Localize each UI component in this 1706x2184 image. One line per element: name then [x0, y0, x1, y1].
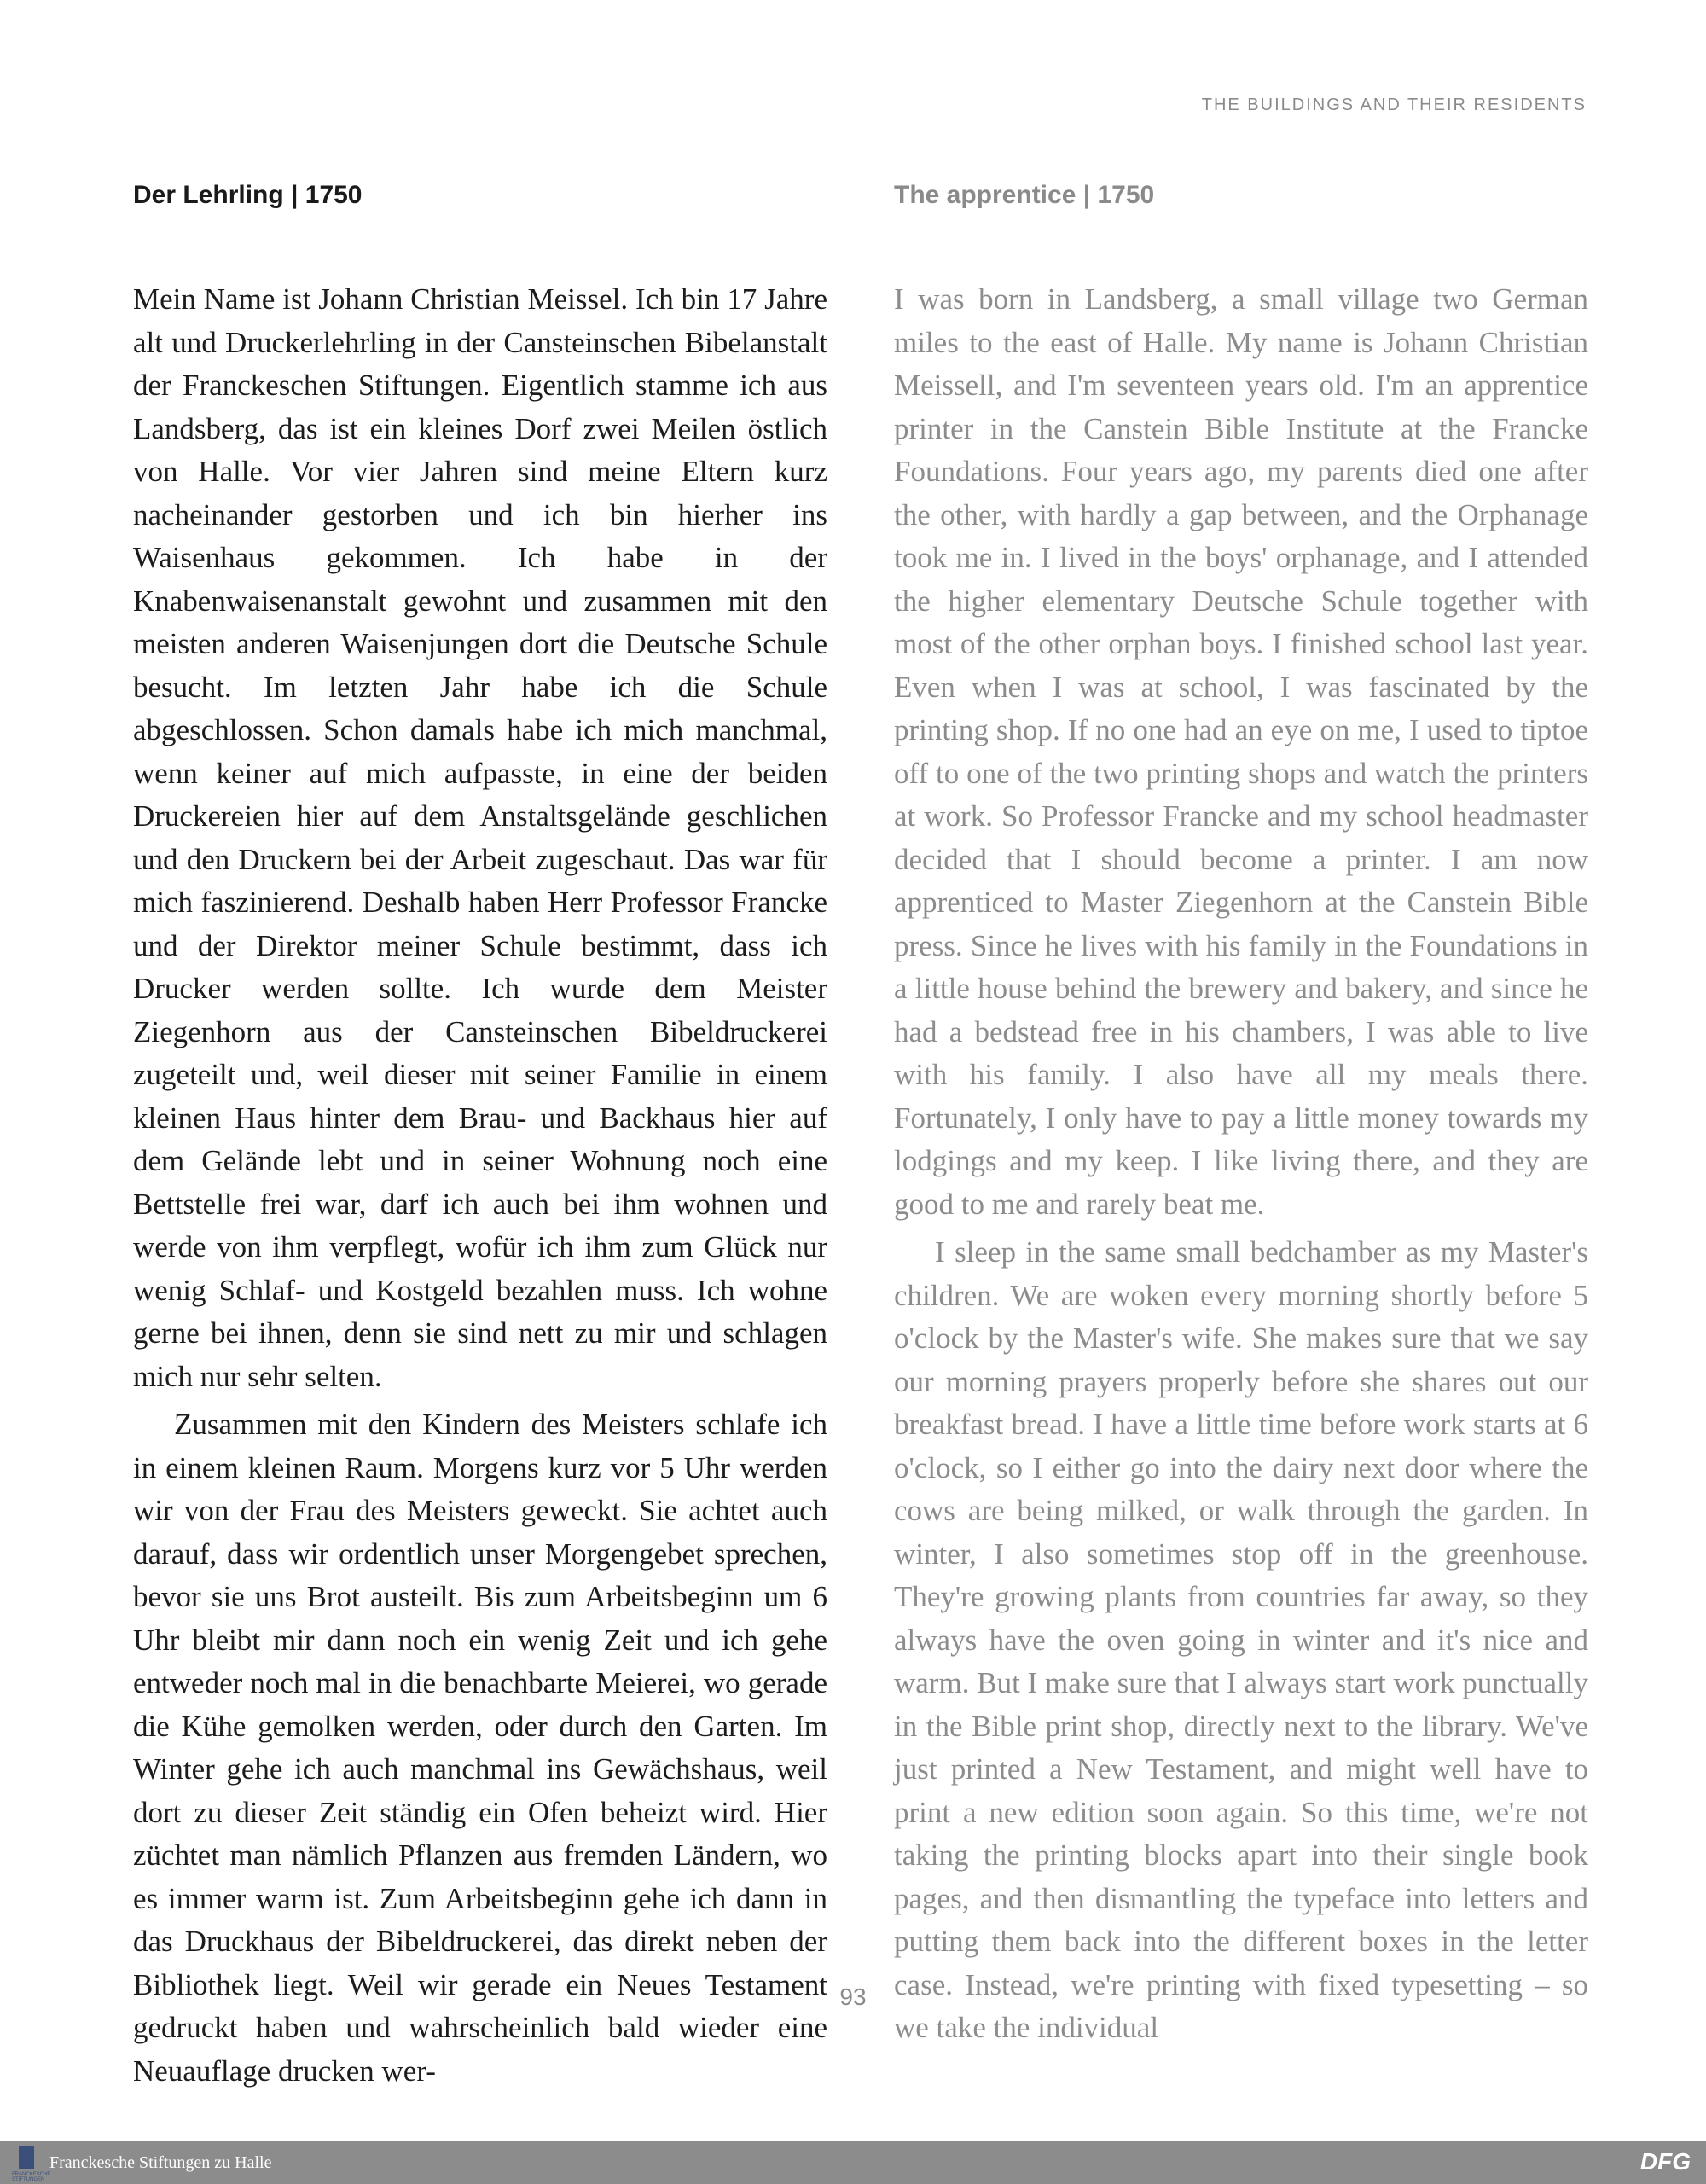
english-heading: The apprentice | 1750 [894, 181, 1155, 209]
logo-mark [19, 2146, 34, 2169]
german-paragraph-1: Mein Name ist Johann Christian Meissel. Ich bin 17 Jahre alt und Druckerlehrling in der Cansteinschen Bibelanstalt der Franckeschen Stiftungen. Eigentlich stamme ich aus Landsberg, das ist ein kleines Dorf zwei Meilen östlich von Halle. Vor vier Jahren sind meine Eltern kurz nacheinander gestorben und ich bin hierher ins Waisenhaus gekommen. Ich habe in der Knabenwaisenanstalt gewohnt und zusammen mit den meisten anderen Waisenjungen dort die Deutsche Schule besucht. Im letzten Jahr habe ich die Schule abgeschlossen. Schon damals habe ich mich manchmal, wenn keiner auf mich aufpasste, in eine der beiden Druckereien hier auf dem Anstaltsgelände geschlichen und den Druckern bei der Arbeit zugeschaut. Das war für mich faszinierend. Deshalb haben Herr Professor Francke und der Direktor meiner Schule bestimmt, dass ich Drucker werden sollte. Ich wurde dem Meister Ziegenhorn aus der Cansteinschen Bibeldruckerei zugeteilt und, weil dieser mit seiner Familie in einem kleinen Haus hinter dem Brau- und Backhaus hier auf dem Gelände lebt und in seiner Wohnung noch eine Bettstelle frei war, darf ich auch bei ihm wohnen und werde von ihm verpflegt, wofür ich ihm zum Glück nur wenig Schlaf- und Kostgeld bezahlen muss. Ich wohne gerne bei ihnen, denn sie sind nett zu mir und schlagen mich nur sehr selten. [133, 282, 827, 1393]
foundation-logo-icon [12, 2146, 51, 2182]
english-paragraph-2: I sleep in the same small bedchamber as my Master's children. We are woken every morning shortly before 5 o'clock by the Master's wife. She makes sure that we say our morning prayers properly before she shares out our breakfast bread. I have a little time before work starts at 6 o'clock, so I either go into the dairy next door where the cows are being milked, or walk through the garden. In winter, I also sometimes stop off in the greenhouse. They're growing plants from countries far away, so they always have the oven going in winter and it's nice and warm. But I make sure that I always start work punctually in the Bible print shop, directly next to the library. We've just printed a New Testament, and might well have to print a new edition soon again. So this time, we're not taking the printing blocks apart into their single book pages, and then dismantling the typeface into letters and putting them back into the different boxes in the letter case. Instead, we're printing with fixed typesetting – so we take the individual [894, 1235, 1588, 2044]
english-body [894, 278, 1588, 2050]
running-header: THE BUILDINGS AND THEIR RESIDENTS [1201, 96, 1587, 114]
english-paragraph-1: I was born in Landsberg, a small village two German miles to the east of Halle. My name is Johann Christian Meissell, and I'm seventeen years old. I'm an apprentice printer in the Canstein Bible Institute at the Francke Foundations. Four years ago, my parents died one after the other, with hardly a gap between, and the Orphanage took me in. I lived in the boys' orphanage, and I attended the higher elementary Deutsche Schule together with most of the other orphan boys. I finished school last year. Even when I was at school, I was fascinated by the printing shop. If no one had an eye on me, I used to tiptoe off to one of the two printing shops and watch the printers at work. So Professor Francke and my school headmaster decided that I should become a printer. I am now apprenticed to Master Ziegenhorn at the Canstein Bible press. Since he lives with his family in the Foundations in a little house behind the brewery and bakery, and since he had a bedstead free in his chambers, I was able to live with his family. I also have all my meals there. Fortunately, I only have to pay a little money towards my lodgings and my keep. I like living there, and they are good to me and rarely beat me. [894, 282, 1588, 1221]
german-heading: Der Lehrling | 1750 [133, 181, 363, 209]
german-column [133, 181, 827, 2093]
footer-institution: Franckesche Stiftungen zu Halle [49, 2153, 272, 2172]
page-number: 93 [839, 1984, 867, 2010]
german-body [133, 278, 827, 2093]
german-paragraph-2: Zusammen mit den Kindern des Meisters schlafe ich in einem kleinen Raum. Morgens kurz vor 5 Uhr werden wir von der Frau des Meisters geweckt. Sie achtet auch darauf, dass wir ordentlich unser Morgengebet sprechen, bevor sie uns Brot austeilt. Bis zum Arbeitsbeginn um 6 Uhr bleibt mir dann noch ein wenig Zeit und ich gehe entweder noch mal in die benachbarte Meierei, wo gerade die Kühe gemolken werden, oder durch den Garten. Im Winter gehe ich auch manchmal ins Gewächshaus, weil dort zu dieser Zeit ständig ein Ofen beheizt wird. Hier züchtet man nämlich Pflanzen aus fremden Ländern, wo es immer warm ist. Zum Arbeitsbeginn gehe ich dann in das Druckhaus der Bibeldruckerei, das direkt neben der Bibliothek liegt. Weil wir gerade ein Neues Testament gedruckt haben und wahrscheinlich bald wieder eine Neuauflage drucken wer- [133, 1408, 827, 2088]
logo-text: FRANCKESCHE STIFTUNGEN [12, 2172, 51, 2182]
footer-bar [0, 2141, 1706, 2184]
dfg-logo: DFG [1639, 2148, 1691, 2175]
english-column [894, 181, 1588, 2050]
